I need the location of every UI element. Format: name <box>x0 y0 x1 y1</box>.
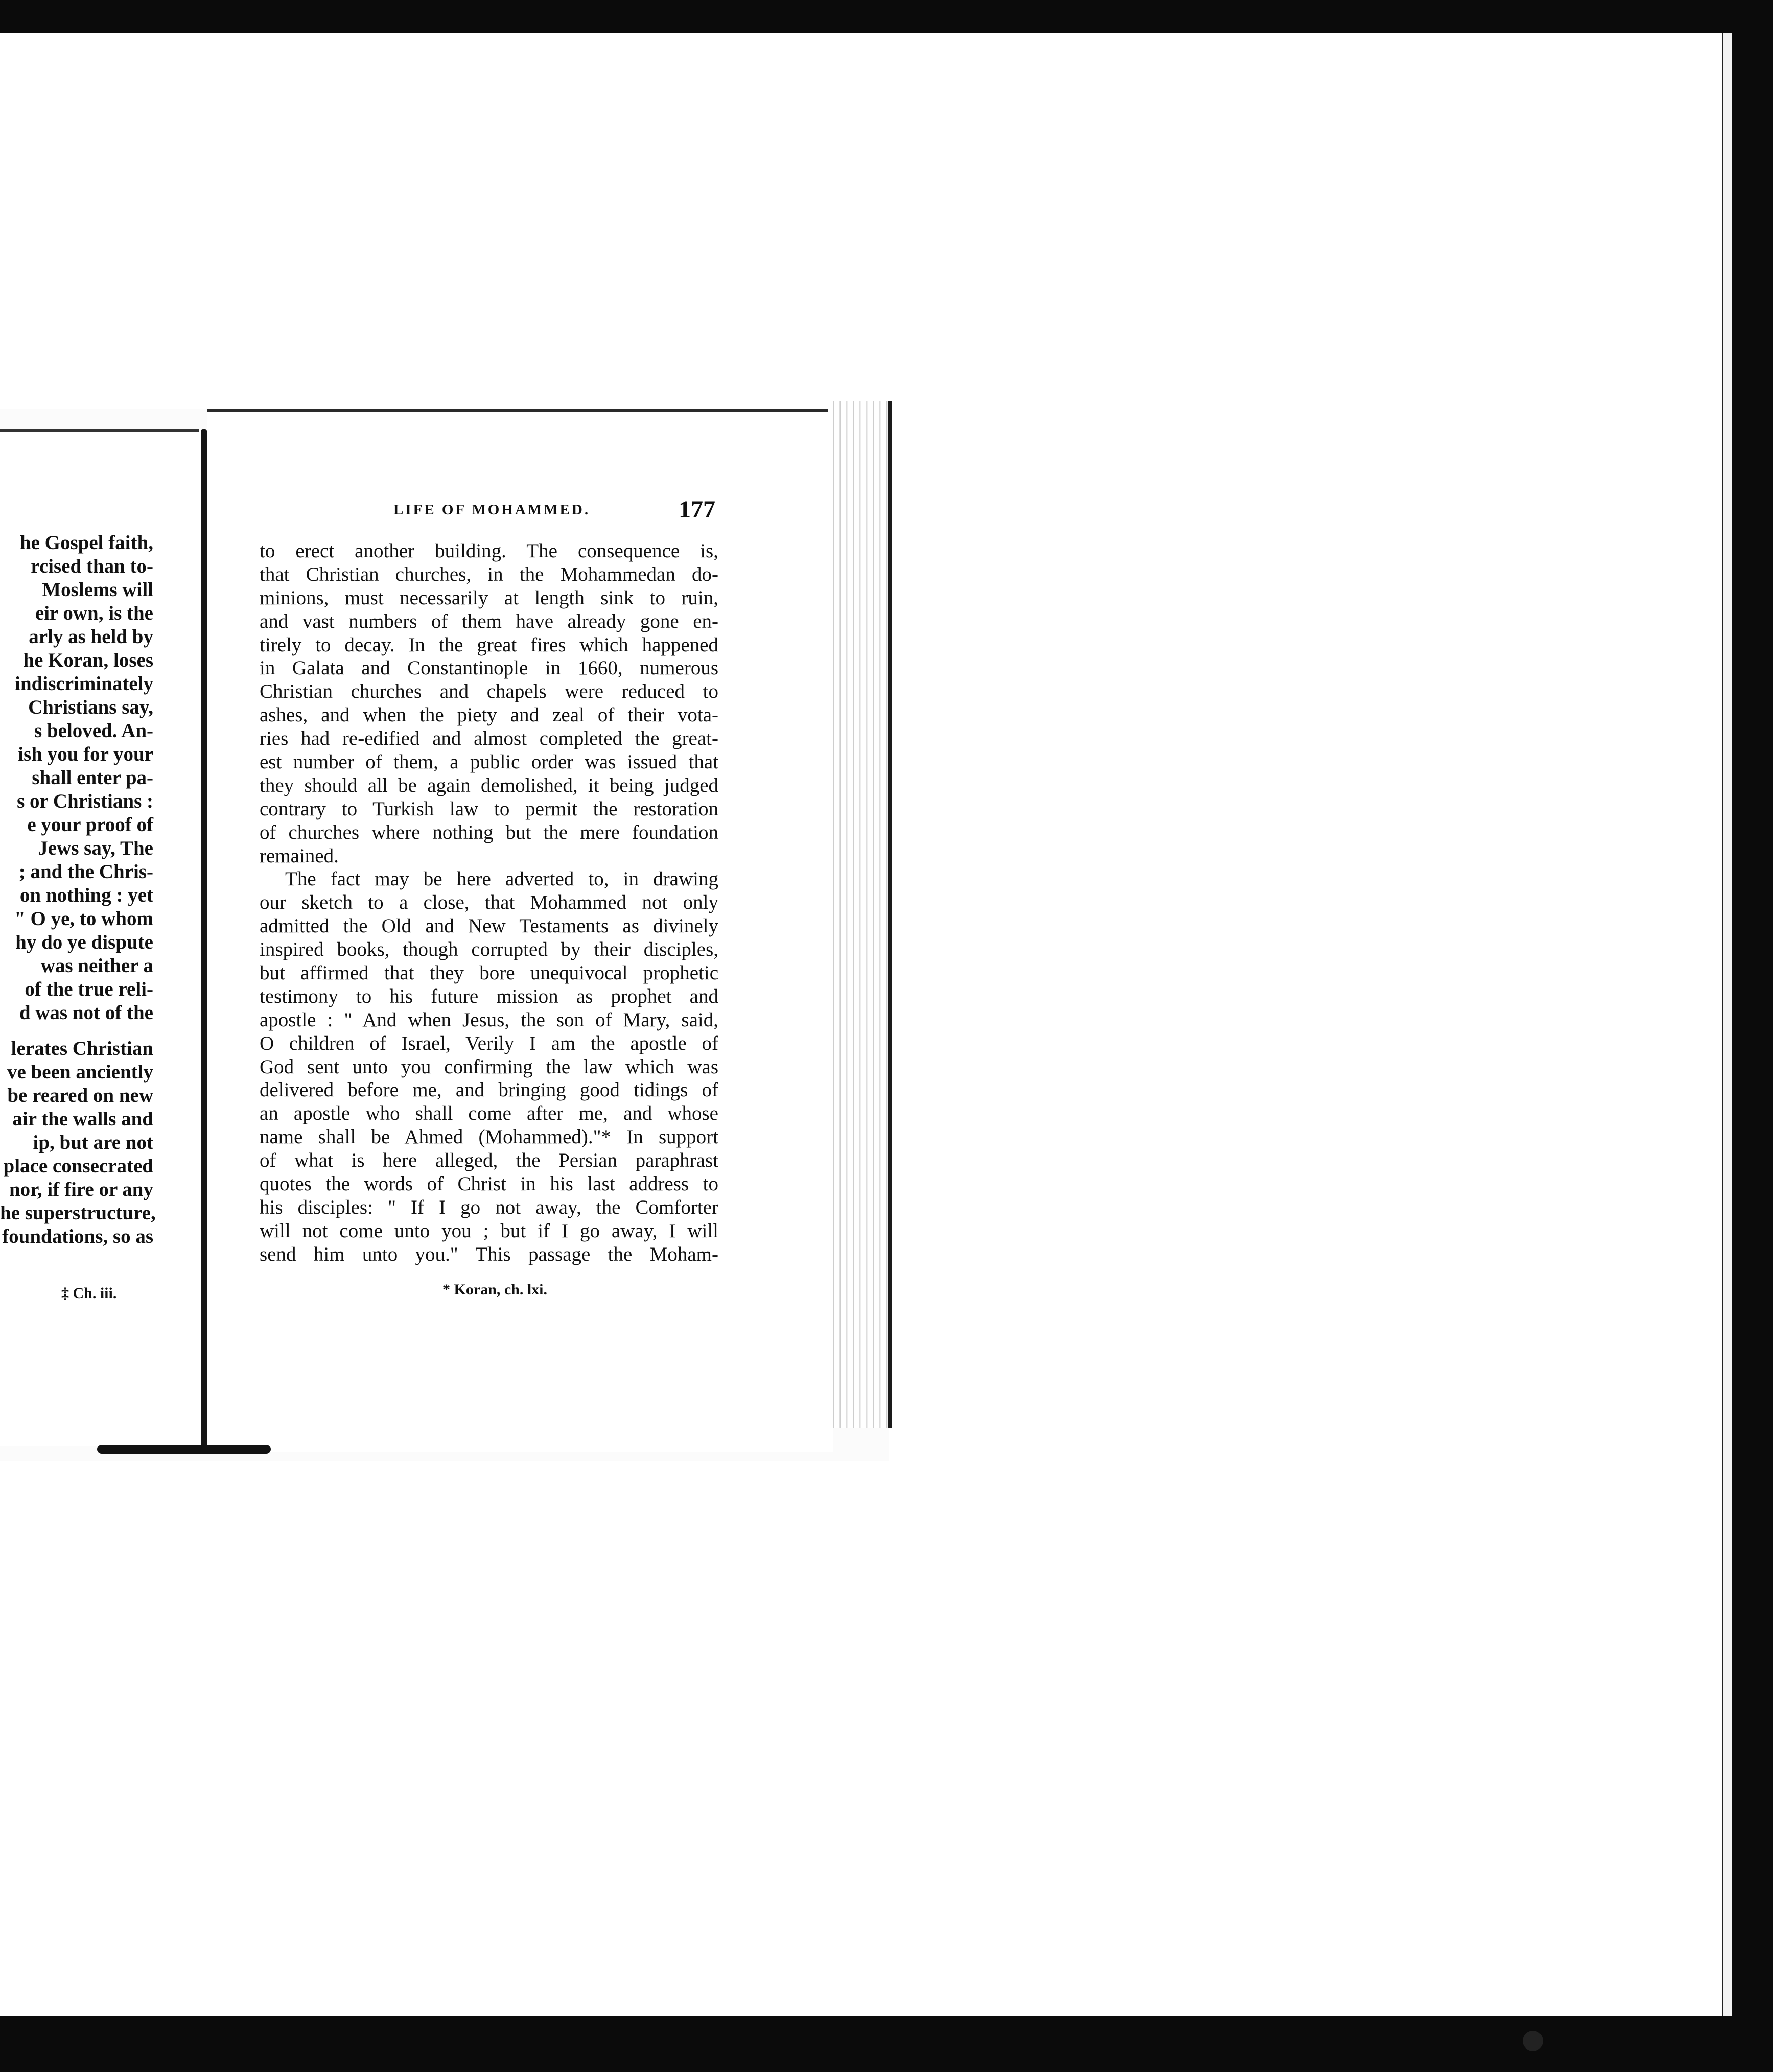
scan-paper-edge <box>1722 33 1732 2016</box>
left-page-top-edge <box>0 429 199 432</box>
text-line: remained. <box>260 844 339 867</box>
page-number: 177 <box>679 496 715 523</box>
text-line: apostle : " And when Jesus, the son of Mary, said, <box>260 1008 718 1031</box>
left-text-line: " O ye, to whom <box>14 908 153 930</box>
left-text-line: s beloved. An- <box>34 720 153 742</box>
left-text-line: was neither a <box>40 955 153 977</box>
left-text-line: s or Christians : <box>17 790 153 812</box>
left-text-line: hy do ye dispute <box>15 931 153 953</box>
left-text-line: Christians say, <box>28 696 153 718</box>
text-line: contrary to Turkish law to permit the restoration <box>260 797 718 820</box>
left-text-line: he superstructure, <box>0 1202 156 1224</box>
text-line: will not come unto you ; but if I go away, I will <box>260 1219 718 1242</box>
text-line: an apostle who shall come after me, and whose <box>260 1102 718 1125</box>
text-line: his disciples: " If I go not away, the Comforter <box>260 1196 718 1218</box>
right-page-text <box>260 539 718 1266</box>
footnote: * Koran, ch. lxi. <box>442 1281 548 1298</box>
text-line: in Galata and Constantinople in 1660, numerous <box>260 657 718 679</box>
left-text-line: rcised than to- <box>31 555 153 577</box>
left-text-line: d was not of the <box>19 1002 153 1024</box>
left-text-line: he Koran, loses <box>23 649 153 671</box>
scan-speck <box>1523 2031 1543 2051</box>
book-gutter-foot <box>97 1445 271 1454</box>
book-gutter <box>201 429 207 1453</box>
text-line: ries had re-edified and almost completed the great- <box>260 727 718 750</box>
page-edges <box>828 401 892 1428</box>
text-line: Christian churches and chapels were reduced to <box>260 680 718 703</box>
left-text-line: foundations, so as <box>2 1226 153 1247</box>
text-line: inspired books, though corrupted by their disciples, <box>260 938 718 961</box>
left-text-line: arly as held by <box>29 626 153 648</box>
text-line: quotes the words of Christ in his last address to <box>260 1173 718 1195</box>
text-line: to erect another building. The consequence is, <box>260 540 718 562</box>
text-line: send him unto you." This passage the Moham- <box>260 1243 718 1265</box>
left-text-line: of the true reli- <box>25 978 153 1000</box>
text-line: minions, must necessarily at length sink to ruin, <box>260 586 718 609</box>
text-line: of churches where nothing but the mere foundation <box>260 821 718 843</box>
left-text-line: shall enter pa- <box>32 767 153 789</box>
text-line: and vast numbers of them have already gone en- <box>260 610 718 632</box>
left-text-line: on nothing : yet <box>19 884 153 906</box>
text-line: admitted the Old and New Testaments as divinely <box>260 915 718 937</box>
scan-border-bottom <box>0 2016 1773 2072</box>
text-line: name shall be Ahmed (Mohammed)."* In support <box>260 1126 718 1148</box>
left-text-line: air the walls and <box>12 1108 153 1130</box>
left-text-line: ; and the Chris- <box>18 861 153 883</box>
text-line: tirely to decay. In the great fires which happened <box>260 633 718 656</box>
left-text-line: Moslems will <box>42 579 153 601</box>
left-text-line: eir own, is the <box>35 602 153 624</box>
text-line: of what is here alleged, the Persian paraphrast <box>260 1149 718 1172</box>
left-text-line: ip, but are not <box>33 1132 153 1153</box>
text-line: but affirmed that they bore unequivocal prophetic <box>260 962 718 984</box>
text-line: God sent unto you confirming the law which was <box>260 1055 718 1078</box>
left-text-line: be reared on new <box>7 1085 153 1106</box>
left-text-line: Jews say, The <box>38 837 153 859</box>
left-page-footnote: ‡ Ch. iii. <box>61 1285 117 1302</box>
text-line: that Christian churches, in the Mohammedan do- <box>260 563 718 585</box>
left-text-line: ve been anciently <box>7 1061 153 1083</box>
running-head: LIFE OF MOHAMMED. <box>393 502 591 518</box>
left-text-line: indiscriminately <box>15 673 153 695</box>
text-line: ashes, and when the piety and zeal of their vota- <box>260 704 718 726</box>
scan-border-right <box>1730 0 1773 2072</box>
left-text-line: ish you for your <box>18 743 153 765</box>
text-line: delivered before me, and bringing good tidings of <box>260 1079 718 1101</box>
text-line: our sketch to a close, that Mohammed not only <box>260 891 718 914</box>
text-line: O children of Israel, Verily I am the apostle of <box>260 1032 718 1054</box>
left-page-text <box>0 531 156 1249</box>
text-line: they should all be again demolished, it being judged <box>260 774 718 796</box>
left-text-line: he Gospel faith, <box>19 532 153 554</box>
left-text-line: lerates Christian <box>11 1038 153 1059</box>
left-text-line: e your proof of <box>27 814 153 836</box>
left-text-line: nor, if fire or any <box>9 1179 153 1200</box>
text-line: est number of them, a public order was issued that <box>260 751 718 773</box>
scan-border-top <box>0 0 1773 33</box>
text-line: testimony to his future mission as prophet and <box>260 985 718 1007</box>
left-text-line: place consecrated <box>3 1155 153 1177</box>
text-line: The fact may be here adverted to, in drawing <box>285 868 718 890</box>
